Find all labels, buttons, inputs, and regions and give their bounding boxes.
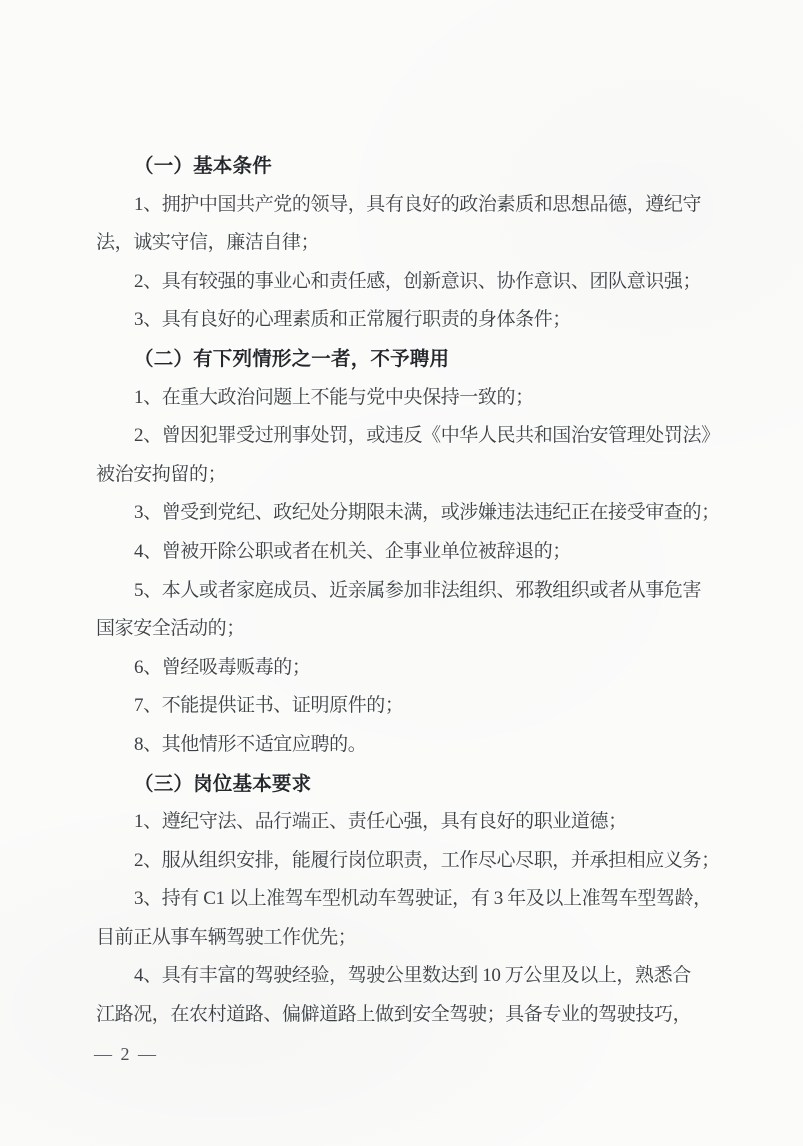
text-line: 江路况，在农村道路、偏僻道路上做到安全驾驶；具备专业的驾驶技巧， (96, 1004, 692, 1026)
text-line: 国家安全活动的； (96, 618, 245, 640)
text-line: 目前正从事车辆驾驶工作优先； (96, 926, 357, 948)
text-line: 被治安拘留的； (96, 463, 227, 485)
text-line: 4、曾被开除公职或者在机关、企事业单位被辞退的； (134, 540, 571, 562)
section-heading: （一）基本条件 (134, 155, 272, 177)
text-line: 3、持有 C1 以上准驾车型机动车驾驶证，有 3 年及以上准驾车型驾龄， (134, 888, 712, 910)
section-heading: （二）有下列情形之一者，不予聘用 (134, 347, 450, 370)
text-line: 3、具有良好的心理素质和正常履行职责的身体条件； (134, 309, 571, 331)
text-line: 2、曾因犯罪受过刑事处罚，或违反《中华人民共和国治安管理处罚法》 (134, 425, 720, 447)
text-line: 法，诚实守信，廉洁自律； (96, 232, 320, 254)
page-number: — 2 — (94, 1044, 158, 1064)
document-body (96, 147, 732, 1035)
section-heading: （三）岗位基本要求 (134, 772, 312, 795)
text-line: 7、不能提供证书、证明原件的； (134, 695, 404, 717)
text-line: 1、遵纪守法、品行端正、责任心强，具有良好的职业道德； (134, 811, 627, 833)
text-line: 6、曾经吸毒贩毒的； (134, 656, 311, 678)
text-line: 2、服从组织安排，能履行岗位职责，工作尽心尽职，并承担相应义务； (134, 849, 720, 871)
text-line: 1、在重大政治问题上不能与党中央保持一致的； (134, 386, 534, 408)
text-line: 3、曾受到党纪、政纪处分期限未满，或涉嫌违法违纪正在接受审查的； (134, 502, 720, 524)
text-line: 1、拥护中国共产党的领导，具有良好的政治素质和思想品德，遵纪守 (134, 193, 702, 215)
text-line: 5、本人或者家庭成员、近亲属参加非法组织、邪教组织或者从事危害 (134, 579, 702, 601)
text-line: 4、具有丰富的驾驶经验，驾驶公里数达到 10 万公里及以上，熟悉合 (134, 965, 691, 987)
text-line: 8、其他情形不适宜应聘的。 (134, 733, 367, 755)
text-line: 2、具有较强的事业心和责任感，创新意识、协作意识、团队意识强； (134, 270, 702, 292)
